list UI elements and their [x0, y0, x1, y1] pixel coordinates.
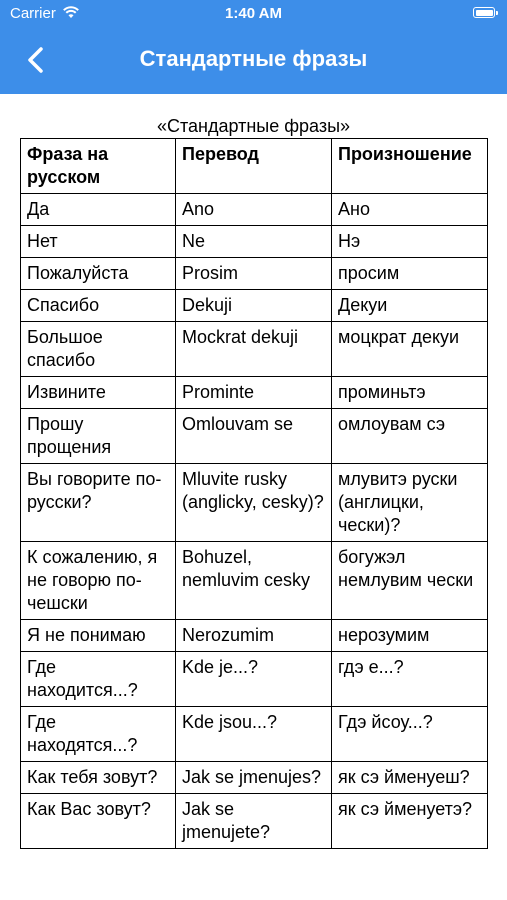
- phrase-translation: Dekuji: [176, 290, 332, 322]
- phrase-russian: Я не понимаю: [21, 620, 176, 652]
- phrase-translation: Nerozumim: [176, 620, 332, 652]
- table-row: [21, 542, 488, 620]
- phrase-translation: Mluvite rusky (anglicky, cesky)?: [176, 464, 332, 542]
- phrases-table: [20, 138, 488, 849]
- table-caption: «Стандартные фразы»: [156, 116, 351, 136]
- phrase-pronunciation: Гдэ йсоу...?: [332, 707, 488, 762]
- page-title: Стандартные фразы: [139, 46, 368, 71]
- phrase-russian: Вы говорите по-русски?: [21, 464, 176, 542]
- phrase-russian: Как тебя зовут?: [21, 762, 176, 794]
- phrase-russian: Большое спасибо: [21, 322, 176, 377]
- phrase-pronunciation: богужэл немлувим чески: [332, 542, 488, 620]
- phrase-translation: Jak se jmenujete?: [176, 794, 332, 849]
- phrase-translation: Mockrat dekuji: [176, 322, 332, 377]
- phrase-translation: Kde jsou...?: [176, 707, 332, 762]
- phrase-russian: Где находится...?: [21, 652, 176, 707]
- phrase-russian: Пожалуйста: [21, 258, 176, 290]
- phrase-pronunciation: нерозумим: [332, 620, 488, 652]
- phrase-pronunciation: Декуи: [332, 290, 488, 322]
- phrase-translation: Kde je...?: [176, 652, 332, 707]
- phrase-russian: Извините: [21, 377, 176, 409]
- phrase-russian: Как Вас зовут?: [21, 794, 176, 849]
- phrase-pronunciation: як сэ йменуеш?: [332, 762, 488, 794]
- table-row: [21, 322, 488, 377]
- phrase-translation: Prosim: [176, 258, 332, 290]
- phrase-pronunciation: омлоувам сэ: [332, 409, 488, 464]
- phrase-translation: Ano: [176, 194, 332, 226]
- phrase-russian: Прошу прощения: [21, 409, 176, 464]
- phrase-russian: Где находятся...?: [21, 707, 176, 762]
- phrase-russian: Да: [21, 194, 176, 226]
- phrase-translation: Prominte: [176, 377, 332, 409]
- phrase-translation: Bohuzel, nemluvim cesky: [176, 542, 332, 620]
- phrase-pronunciation: проминьтэ: [332, 377, 488, 409]
- table-row: [21, 707, 488, 762]
- table-row: [21, 464, 488, 542]
- carrier-label: Carrier: [10, 5, 56, 22]
- phrase-russian: К сожалению, я не говорю по-чешски: [21, 542, 176, 620]
- phrase-pronunciation: як сэ йменуетэ?: [332, 794, 488, 849]
- table-row: [21, 194, 488, 226]
- phrase-pronunciation: млувитэ руски (англицки, чески)?: [332, 464, 488, 542]
- column-header-russian: Фраза на русском: [21, 139, 176, 194]
- table-row: [21, 409, 488, 464]
- table-row: [21, 652, 488, 707]
- table-row: [21, 794, 488, 849]
- phrase-russian: Спасибо: [21, 290, 176, 322]
- phrase-translation: Ne: [176, 226, 332, 258]
- status-bar: [0, 0, 507, 28]
- phrase-russian: Нет: [21, 226, 176, 258]
- phrase-pronunciation: моцкрат декуи: [332, 322, 488, 377]
- phrase-pronunciation: просим: [332, 258, 488, 290]
- clock: 1:40 AM: [225, 5, 282, 22]
- phrase-translation: Omlouvam se: [176, 409, 332, 464]
- navigation-bar: [0, 0, 507, 94]
- phrase-pronunciation: гдэ е...?: [332, 652, 488, 707]
- table-header-row: [21, 139, 488, 194]
- table-row: [21, 762, 488, 794]
- table-row: [21, 258, 488, 290]
- table-row: [21, 620, 488, 652]
- column-header-translation: Перевод: [176, 139, 332, 194]
- battery-icon: [473, 7, 495, 18]
- column-header-pronunciation: Произношение: [332, 139, 488, 194]
- phrase-pronunciation: Ано: [332, 194, 488, 226]
- table-row: [21, 377, 488, 409]
- table-row: [21, 226, 488, 258]
- table-row: [21, 290, 488, 322]
- phrase-pronunciation: Нэ: [332, 226, 488, 258]
- phrase-translation: Jak se jmenujes?: [176, 762, 332, 794]
